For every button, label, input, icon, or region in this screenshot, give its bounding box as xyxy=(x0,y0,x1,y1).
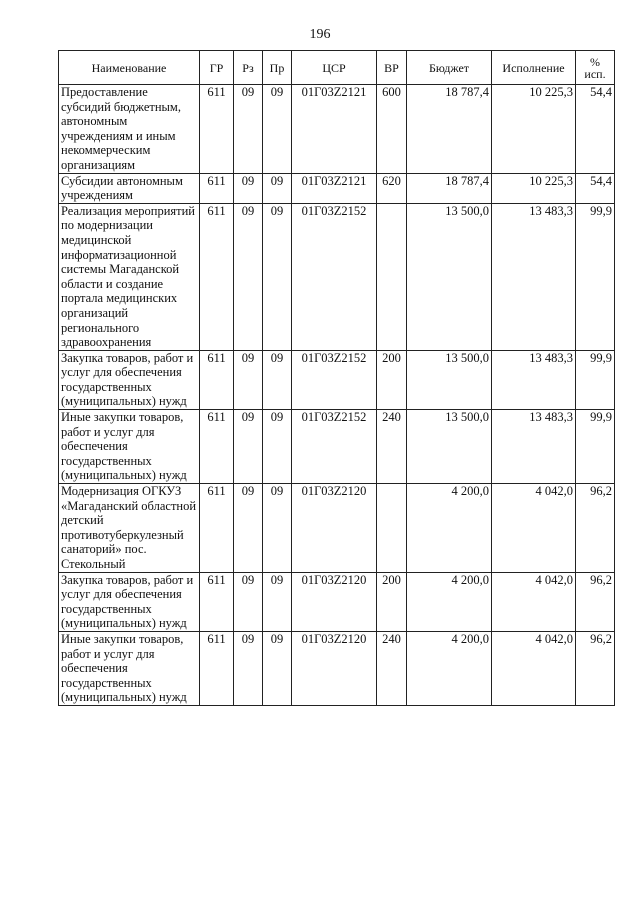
cell-budget: 18 787,4 xyxy=(407,85,492,174)
cell-vr: 200 xyxy=(377,572,407,631)
cell-percent: 99,9 xyxy=(576,203,615,350)
cell-name: Иные закупки товаров, работ и услуг для обеспечения государственных (муниципальных) нужд xyxy=(59,410,200,484)
cell-pr: 09 xyxy=(263,410,292,484)
cell-gr: 611 xyxy=(200,572,234,631)
cell-vr: 200 xyxy=(377,350,407,409)
cell-csr: 01Г03Z2120 xyxy=(292,631,377,705)
cell-execution: 4 042,0 xyxy=(492,631,576,705)
header-percent-label: исп. xyxy=(584,66,606,81)
cell-gr: 611 xyxy=(200,350,234,409)
cell-vr: 600 xyxy=(377,85,407,174)
cell-execution: 10 225,3 xyxy=(492,85,576,174)
cell-rz: 09 xyxy=(234,484,263,573)
cell-csr: 01Г03Z2152 xyxy=(292,410,377,484)
cell-rz: 09 xyxy=(234,203,263,350)
cell-percent: 99,9 xyxy=(576,410,615,484)
header-budget: Бюджет xyxy=(407,51,492,85)
cell-name: Закупка товаров, работ и услуг для обеспечения государственных (муниципальных) нужд xyxy=(59,350,200,409)
cell-percent: 96,2 xyxy=(576,572,615,631)
cell-percent: 54,4 xyxy=(576,85,615,174)
cell-percent: 99,9 xyxy=(576,350,615,409)
cell-pr: 09 xyxy=(263,85,292,174)
cell-budget: 13 500,0 xyxy=(407,350,492,409)
cell-vr xyxy=(377,203,407,350)
header-pr: Пр xyxy=(263,51,292,85)
cell-rz: 09 xyxy=(234,572,263,631)
header-row xyxy=(59,51,615,85)
cell-csr: 01Г03Z2152 xyxy=(292,203,377,350)
cell-vr: 620 xyxy=(377,173,407,203)
cell-gr: 611 xyxy=(200,85,234,174)
cell-budget: 18 787,4 xyxy=(407,173,492,203)
header-rz: Рз xyxy=(234,51,263,85)
cell-percent: 96,2 xyxy=(576,484,615,573)
cell-pr: 09 xyxy=(263,173,292,203)
cell-gr: 611 xyxy=(200,631,234,705)
cell-csr: 01Г03Z2120 xyxy=(292,484,377,573)
cell-vr: 240 xyxy=(377,631,407,705)
cell-name: Субсидии автономным учреждениям xyxy=(59,173,200,203)
cell-execution: 13 483,3 xyxy=(492,203,576,350)
cell-execution: 10 225,3 xyxy=(492,173,576,203)
cell-csr: 01Г03Z2121 xyxy=(292,173,377,203)
cell-pr: 09 xyxy=(263,572,292,631)
cell-percent: 54,4 xyxy=(576,173,615,203)
cell-name: Предоставление субсидий бюджетным, автономным учреждениям и иным некоммерческим организациям xyxy=(59,85,200,174)
cell-budget: 4 200,0 xyxy=(407,484,492,573)
cell-vr xyxy=(377,484,407,573)
cell-rz: 09 xyxy=(234,350,263,409)
header-percent-symbol: % xyxy=(590,54,600,69)
cell-csr: 01Г03Z2120 xyxy=(292,572,377,631)
cell-gr: 611 xyxy=(200,410,234,484)
table-row xyxy=(59,350,615,409)
cell-gr: 611 xyxy=(200,484,234,573)
cell-percent: 96,2 xyxy=(576,631,615,705)
cell-pr: 09 xyxy=(263,484,292,573)
table-row xyxy=(59,484,615,573)
cell-rz: 09 xyxy=(234,173,263,203)
cell-budget: 13 500,0 xyxy=(407,410,492,484)
budget-table xyxy=(58,50,615,706)
cell-name: Закупка товаров, работ и услуг для обеспечения государственных (муниципальных) нужд xyxy=(59,572,200,631)
cell-execution: 13 483,3 xyxy=(492,410,576,484)
page-number: 196 xyxy=(309,27,331,42)
cell-budget: 4 200,0 xyxy=(407,572,492,631)
cell-gr: 611 xyxy=(200,203,234,350)
cell-rz: 09 xyxy=(234,410,263,484)
cell-name: Модернизация ОГКУЗ «Магаданский областной детский противотуберкулезный санаторий» пос. Стекольный xyxy=(59,484,200,573)
cell-rz: 09 xyxy=(234,85,263,174)
cell-vr: 240 xyxy=(377,410,407,484)
cell-execution: 4 042,0 xyxy=(492,484,576,573)
cell-execution: 4 042,0 xyxy=(492,572,576,631)
table-row xyxy=(59,173,615,203)
table-row xyxy=(59,572,615,631)
cell-pr: 09 xyxy=(263,203,292,350)
header-csr: ЦСР xyxy=(292,51,377,85)
cell-gr: 611 xyxy=(200,173,234,203)
cell-rz: 09 xyxy=(234,631,263,705)
header-name: Наименование xyxy=(59,51,200,85)
cell-budget: 13 500,0 xyxy=(407,203,492,350)
header-execution: Исполнение xyxy=(492,51,576,85)
cell-pr: 09 xyxy=(263,350,292,409)
cell-pr: 09 xyxy=(263,631,292,705)
cell-name: Иные закупки товаров, работ и услуг для обеспечения государственных (муниципальных) нужд xyxy=(59,631,200,705)
table-row xyxy=(59,410,615,484)
cell-name: Реализация мероприятий по модернизации медицинской информатизационной системы Магаданской области и создание портала медицинских организаций регионального здравоохранения xyxy=(59,203,200,350)
header-vr: ВР xyxy=(377,51,407,85)
header-percent xyxy=(576,51,615,85)
table-row xyxy=(59,631,615,705)
table-row xyxy=(59,85,615,174)
cell-csr: 01Г03Z2121 xyxy=(292,85,377,174)
header-gr: ГР xyxy=(200,51,234,85)
table-row xyxy=(59,203,615,350)
cell-csr: 01Г03Z2152 xyxy=(292,350,377,409)
cell-budget: 4 200,0 xyxy=(407,631,492,705)
cell-execution: 13 483,3 xyxy=(492,350,576,409)
